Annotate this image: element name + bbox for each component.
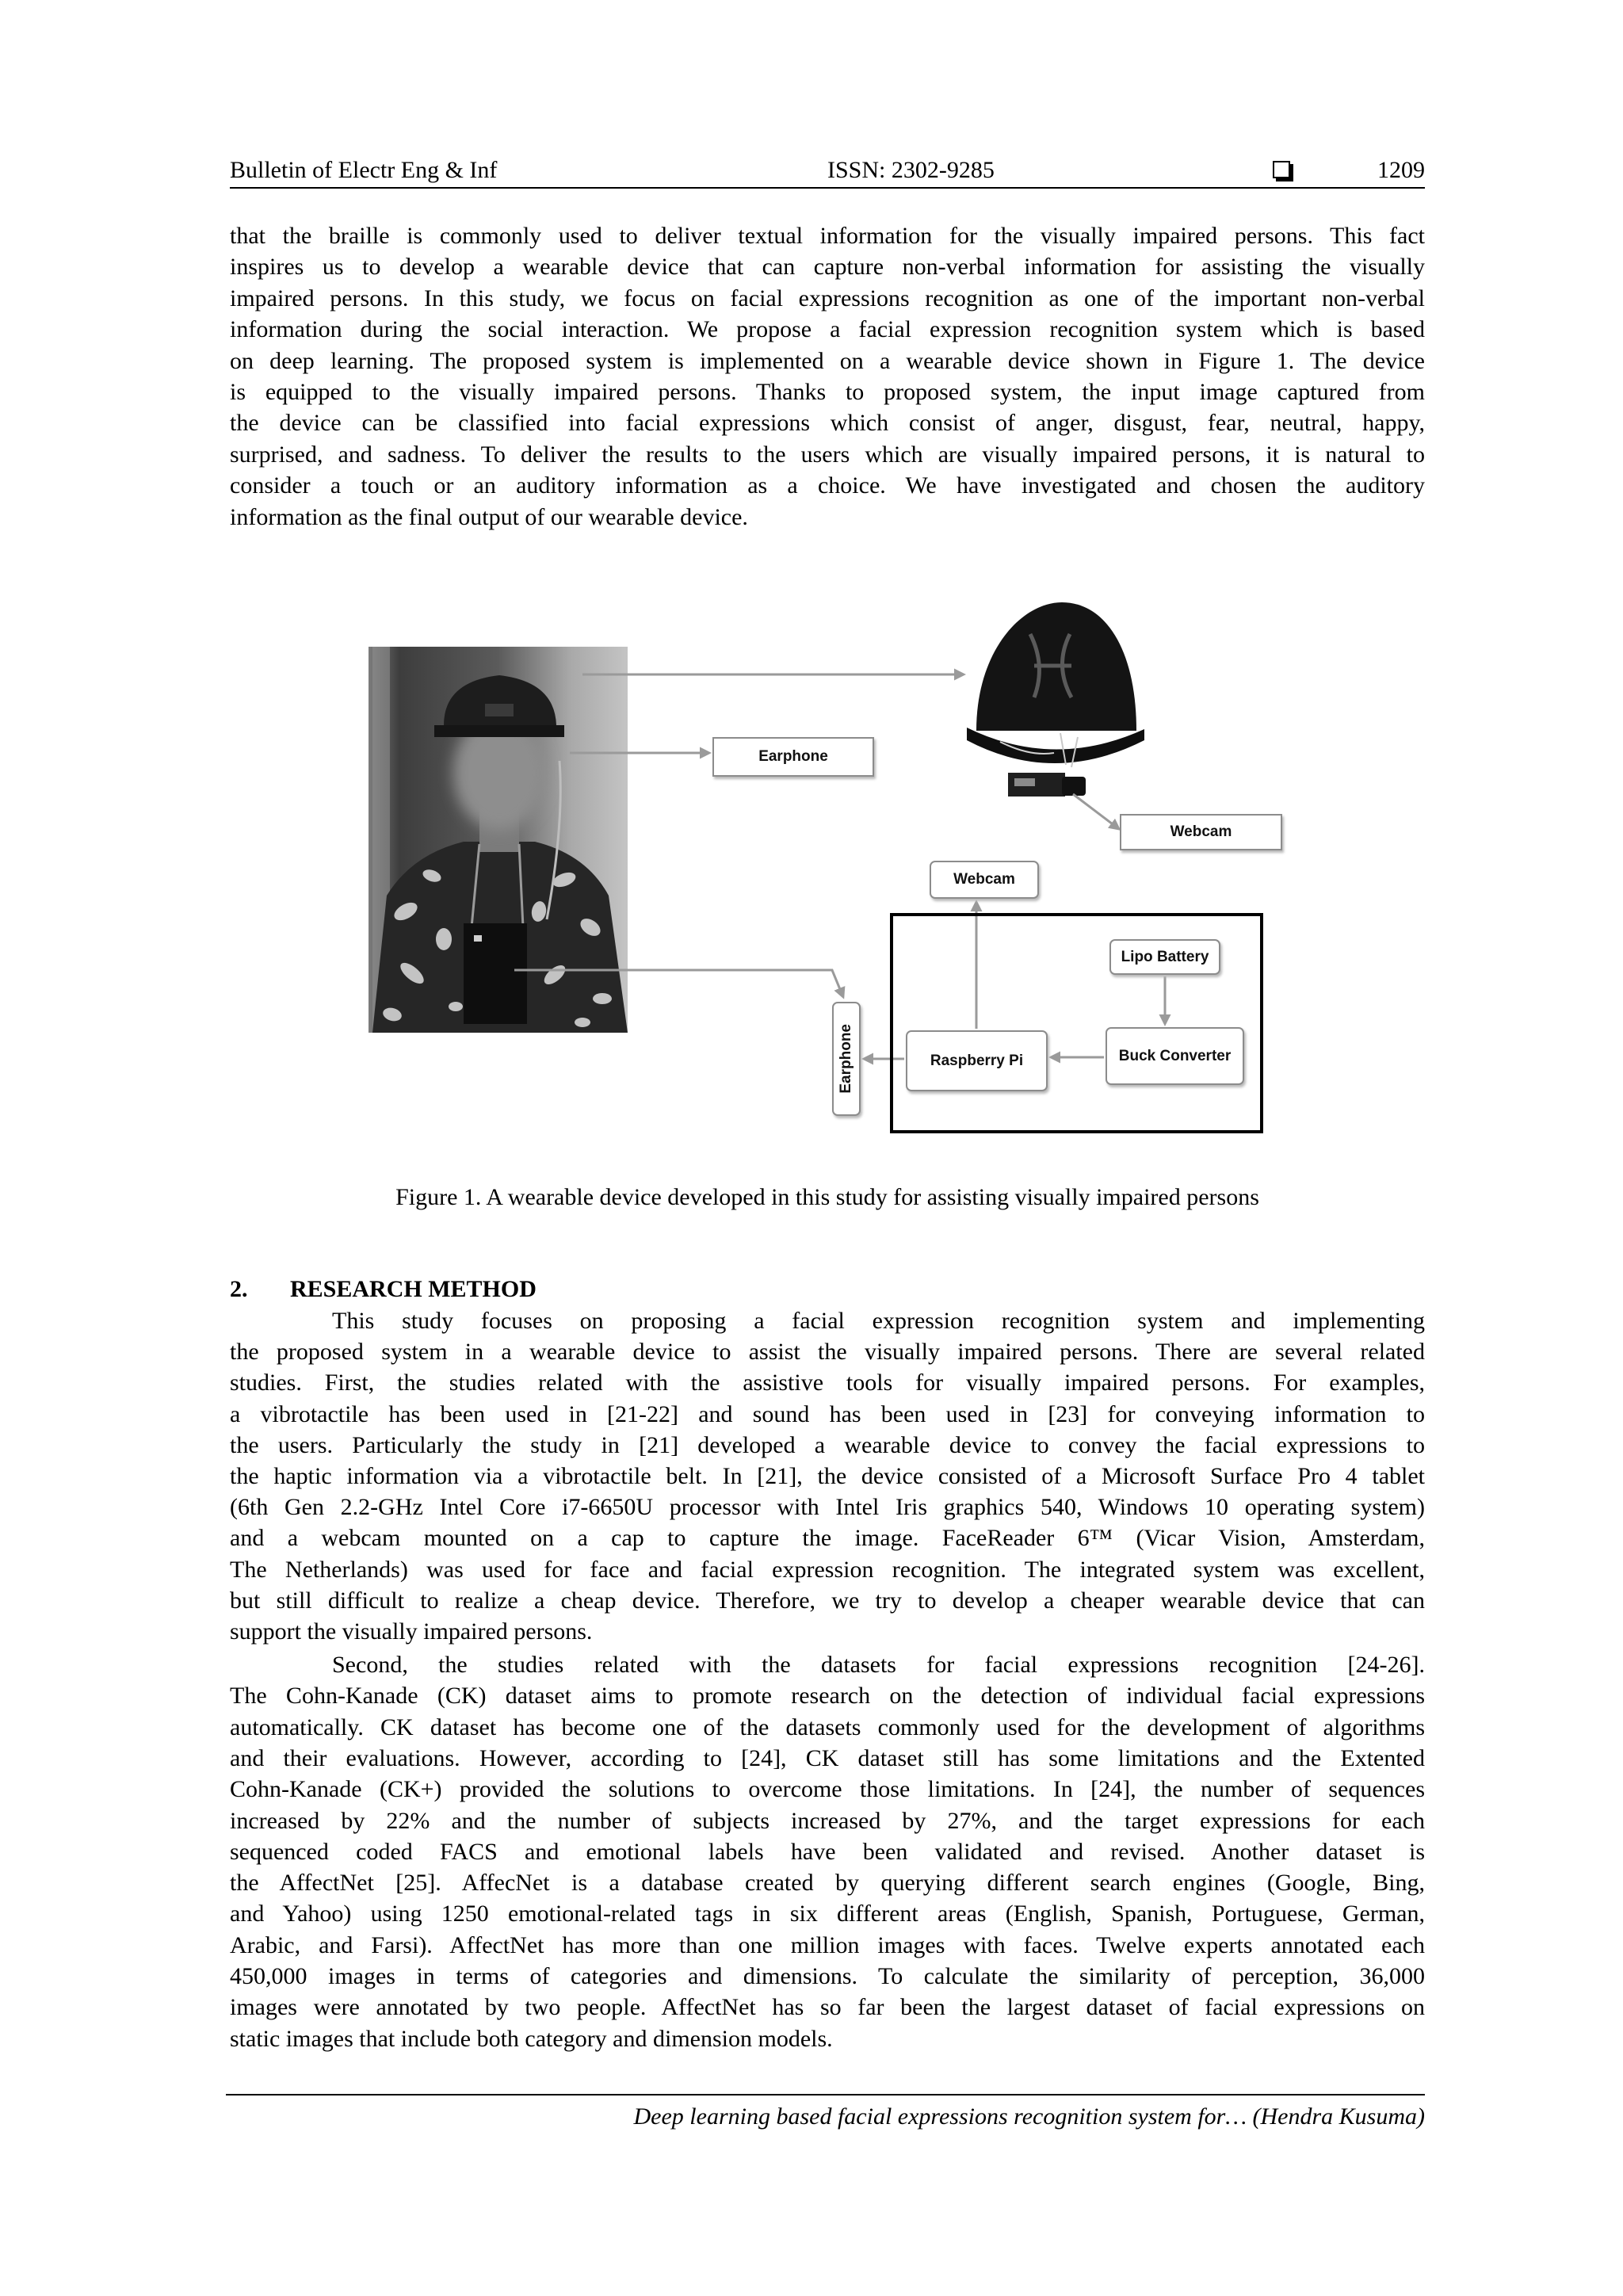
text-line: the haptic information via a vibrotactile belt. In [21], the device consisted of a Microsoft Surface Pro 4 tablet bbox=[230, 1463, 1425, 1489]
text-line: (6th Gen 2.2-GHz Intel Core i7-6650U processor with Intel Iris graphics 540, Windows 10 operating system) bbox=[230, 1494, 1425, 1521]
buck-converter-block bbox=[1106, 1027, 1244, 1085]
text-line: This study focuses on proposing a facial expression recognition system and implementing bbox=[332, 1308, 1425, 1334]
text-line: and their evaluations. However, according to [24], CK dataset still has some limitations and the Extented bbox=[230, 1744, 1425, 1771]
webcam-block-label: Webcam bbox=[953, 871, 1015, 888]
text-line: that the braille is commonly used to deliver textual information for the visually impaired persons. This fact bbox=[230, 223, 1425, 249]
text-line: sequenced coded FACS and emotional labels have been validated and revised. Another dataset is bbox=[230, 1838, 1425, 1865]
text-line: The Netherlands) was used for face and facial expression recognition. The integrated system was excellent, bbox=[230, 1556, 1425, 1583]
earphone-label-box bbox=[712, 737, 874, 777]
section-number: 2. bbox=[230, 1276, 248, 1302]
raspberry-pi-label: Raspberry Pi bbox=[930, 1052, 1024, 1069]
webcam-label-box bbox=[1120, 814, 1282, 850]
arrow-chest-to-earphone-block bbox=[514, 970, 843, 997]
earphone-block-label: Earphone bbox=[838, 1024, 854, 1094]
text-line: and a webcam mounted on a cap to capture the image. FaceReader 6™ (Vicar Vision, Amsterdam, bbox=[230, 1525, 1425, 1552]
arrow-cap-to-webcam bbox=[1073, 794, 1119, 829]
person-photo bbox=[369, 647, 628, 1033]
lipo-battery-block bbox=[1109, 939, 1220, 975]
text-line: but still difficult to realize a cheap device. Therefore, we try to develop a cheaper wearable device that can bbox=[230, 1587, 1425, 1614]
text-line: inspires us to develop a wearable device that can capture non-verbal information for assisting the visually bbox=[230, 254, 1425, 281]
header-rule bbox=[230, 187, 1425, 189]
text-line: is equipped to the visually impaired persons. Thanks to proposed system, the input image captured from bbox=[230, 379, 1425, 405]
buck-converter-label: Buck Converter bbox=[1118, 1047, 1232, 1064]
text-line: impaired persons. In this study, we focus on facial expressions recognition as one of the important non-verbal bbox=[230, 285, 1425, 311]
text-line: the proposed system in a wearable device to assist the visually impaired persons. There are several related bbox=[230, 1339, 1425, 1366]
earphone-label: Earphone bbox=[758, 748, 828, 765]
webcam-block bbox=[930, 861, 1039, 899]
square-shadow-icon bbox=[1273, 161, 1290, 178]
journal-name: Bulletin of Electr Eng & Inf bbox=[230, 157, 498, 183]
text-line: The Cohn-Kanade (CK) dataset aims to promote research on the detection of individual facial expressions bbox=[230, 1683, 1425, 1710]
text-line: information as the final output of our wearable device. bbox=[230, 503, 748, 530]
text-line: a vibrotactile has been used in [21-22] and sound has been used in [23] for conveying information to bbox=[230, 1400, 1425, 1427]
text-line: on deep learning. The proposed system is implemented on a wearable device shown in Figure 1. The device bbox=[230, 347, 1425, 374]
raspberry-pi-block bbox=[906, 1030, 1048, 1091]
running-footer: Deep learning based facial expressions recognition system for… (Hendra Kusuma) bbox=[633, 2103, 1425, 2130]
footer-rule bbox=[226, 2094, 1425, 2095]
issn: ISSN: 2302-9285 bbox=[827, 157, 995, 183]
text-line: the AffectNet [25]. AffecNet is a database created by querying different search engines (Google, Bing, bbox=[230, 1870, 1425, 1897]
text-line: surprised, and sadness. To deliver the results to the users which are visually impaired persons, it is natural to bbox=[230, 441, 1425, 468]
cap-photo bbox=[967, 602, 1144, 797]
text-line: Cohn-Kanade (CK+) provided the solutions to overcome those limitations. In [24], the number of sequences bbox=[230, 1776, 1425, 1803]
text-line: 450,000 images in terms of categories and dimensions. To calculate the similarity of perception, 36,000 bbox=[230, 1963, 1425, 1989]
lipo-battery-label: Lipo Battery bbox=[1121, 948, 1209, 965]
text-line: consider a touch or an auditory information as a choice. We have investigated and chosen the auditory bbox=[230, 472, 1425, 499]
text-line: static images that include both category and dimension models. bbox=[230, 2025, 833, 2052]
webcam-label: Webcam bbox=[1170, 823, 1232, 840]
text-line: studies. First, the studies related with the assistive tools for visually impaired persons. For examples, bbox=[230, 1370, 1425, 1396]
text-line: automatically. CK dataset has become one of the datasets commonly used for the development of algorithms bbox=[230, 1713, 1425, 1740]
earphone-block bbox=[832, 1002, 861, 1116]
text-line: support the visually impaired persons. bbox=[230, 1618, 593, 1645]
text-line: information during the social interaction. We propose a facial expression recognition system which is based bbox=[230, 316, 1425, 343]
text-line: Arabic, and Farsi). AffectNet has more than one million images with faces. Twelve experts annotated each bbox=[230, 1931, 1425, 1958]
section-title: RESEARCH METHOD bbox=[290, 1276, 537, 1302]
text-line: increased by 22% and the number of subjects increased by 27%, and the target expressions for each bbox=[230, 1807, 1425, 1834]
text-line: and Yahoo) using 1250 emotional-related tags in six different areas (English, Spanish, Portuguese, German, bbox=[230, 1901, 1425, 1927]
figure-caption: Figure 1. A wearable device developed in this study for assisting visually impaired persons bbox=[395, 1184, 1259, 1210]
text-line: the users. Particularly the study in [21] developed a wearable device to convey the facial expressions to bbox=[230, 1431, 1425, 1458]
page-number: 1209 bbox=[1377, 157, 1425, 183]
text-line: the device can be classified into facial expressions which consist of anger, disgust, fear, neutral, happy, bbox=[230, 410, 1425, 437]
text-line: images were annotated by two people. AffectNet has so far been the largest dataset of facial expressions on bbox=[230, 1994, 1425, 2021]
text-line: Second, the studies related with the datasets for facial expressions recognition [24-26]. bbox=[332, 1652, 1425, 1678]
